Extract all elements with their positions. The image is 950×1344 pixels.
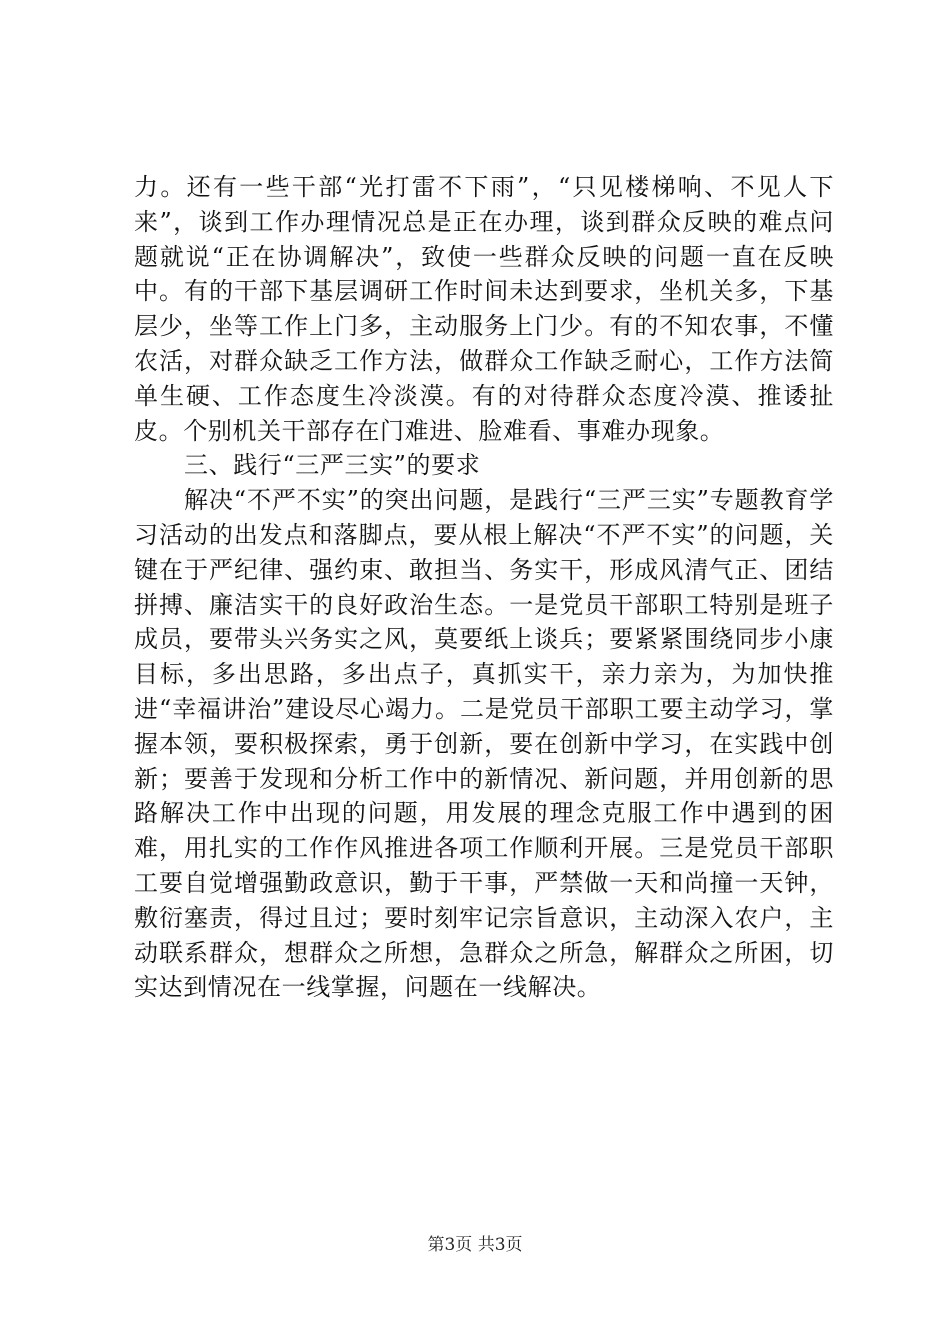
page-footer: 第3页 共3页 [427, 1235, 523, 1255]
document-body [134, 170, 834, 1005]
paragraph-continuation: 力。还有一些干部“光打雷不下雨”，“只见楼梯响、不见人下来”，谈到工作办理情况总是正在办理，谈到群众反映的难点问题就说“正在协调解决”，致使一些群众反映的问题一直在反映中。有的干部下基层调研工作时间未达到要求，坐机关多，下基层少，坐等工作上门多，主动服务上门少。有的不知农事，不懂农活，对群众缺乏工作方法，做群众工作缺乏耐心，工作方法简单生硬、工作态度生冷淡漠。有的对待群众态度冷漠、推诿扯皮。个别机关干部存在门难进、脸难看、事难办现象。 [134, 173, 834, 445]
section-heading: 三、践行“三严三实”的要求 [184, 451, 481, 480]
paragraph-requirements: 解决“不严不实”的突出问题，是践行“三严三实”专题教育学习活动的出发点和落脚点，要从根上解决“不严不实”的问题，关键在于严纪律、强约束、敢担当、务实干，形成风清气正、团结拼搏、廉洁实干的良好政治生态。一是党员干部职工特别是班子成员，要带头兴务实之风，莫要纸上谈兵；要紧紧围绕同步小康目标，多出思路，多出点子，真抓实干，亲力亲为，为加快推进“幸福讲治”建设尽心竭力。二是党员干部职工要主动学习，掌握本领，要积极探索，勇于创新，要在创新中学习，在实践中创新；要善于发现和分析工作中的新情况、新问题，并用创新的思路解决工作中出现的问题，用发展的理念克服工作中遇到的困难，用扎实的工作作风推进各项工作顺利开展。三是党员干部职工要自觉增强勤政意识，勤于干事，严禁做一天和尚撞一天钟，敷衍塞责，得过且过；要时刻牢记宗旨意识，主动深入农户，主动联系群众，想群众之所想，急群众之所急，解群众之所困，切实达到情况在一线掌握，问题在一线解决。 [134, 486, 834, 1002]
